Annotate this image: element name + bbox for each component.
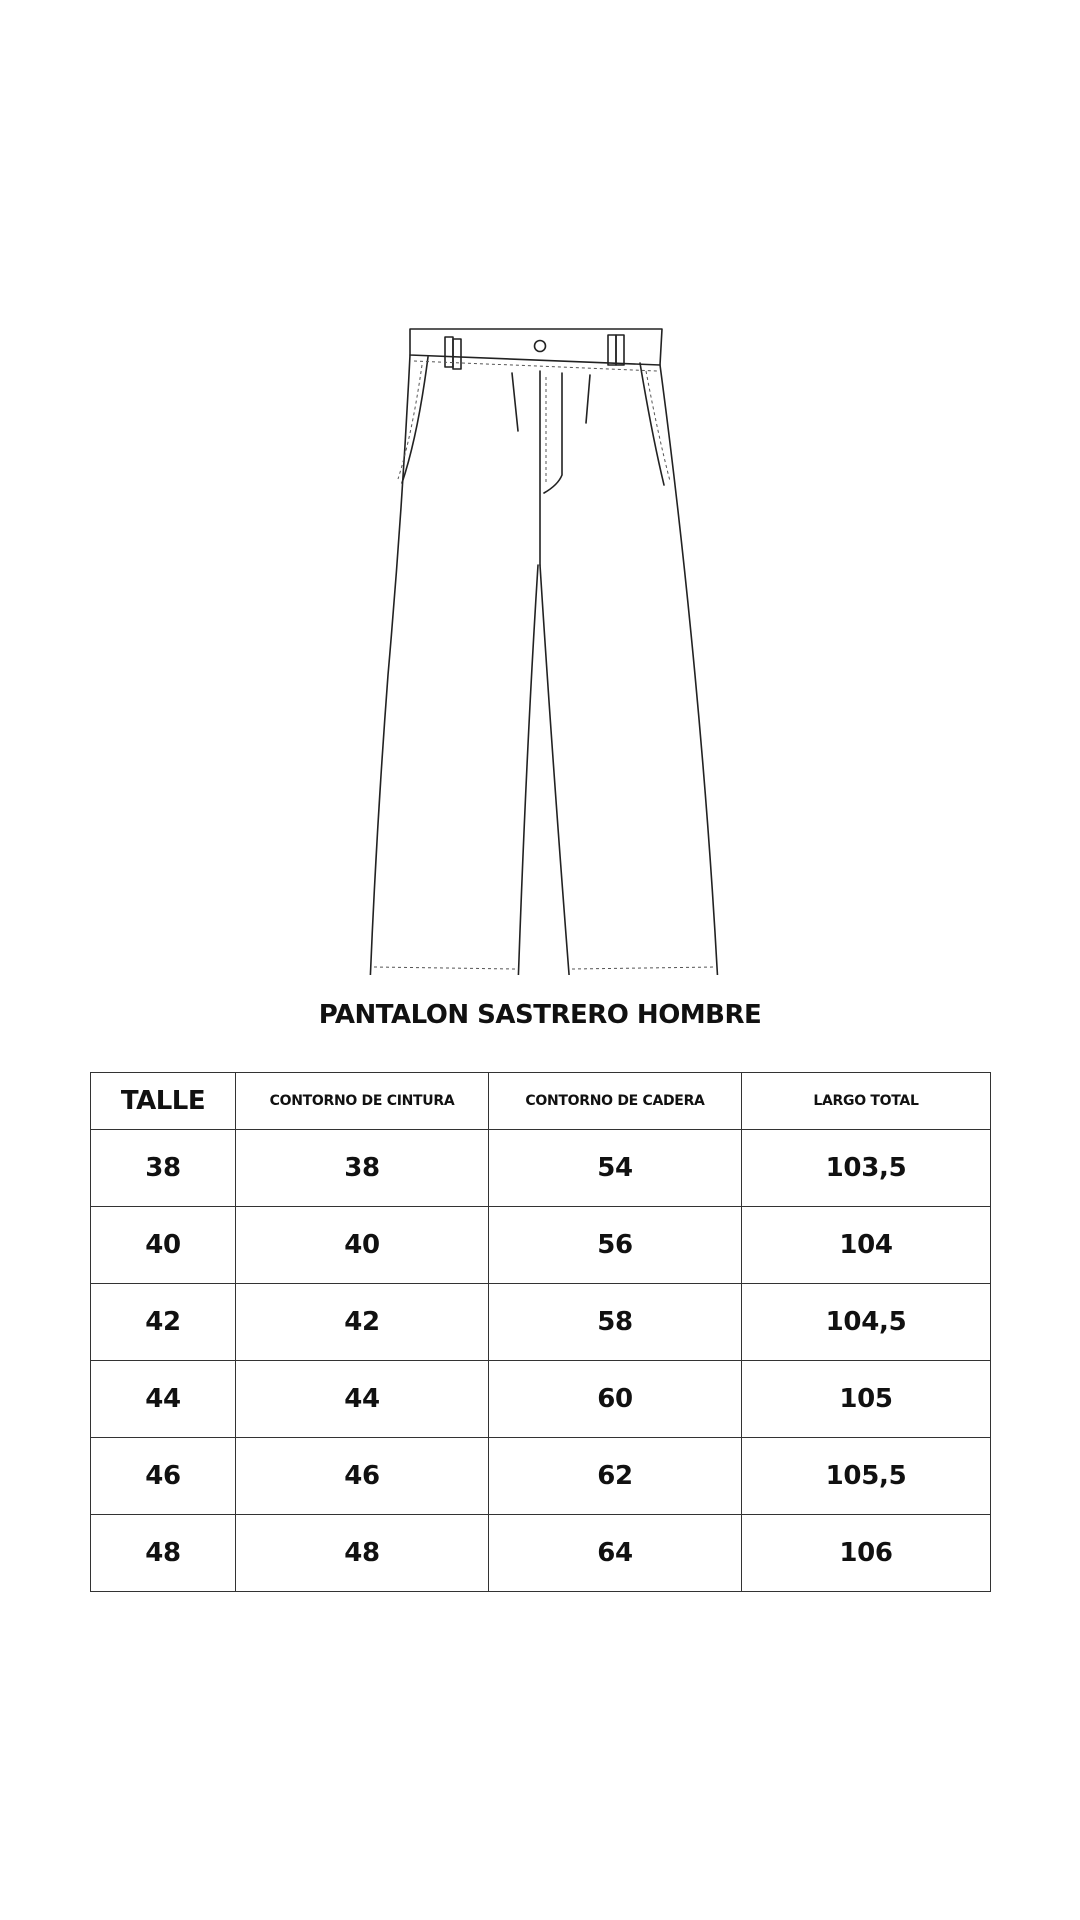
waistband-button: [535, 341, 546, 352]
outer-leg-right: [660, 365, 718, 975]
cell-cadera: 60: [489, 1361, 742, 1438]
cell-largo: 103,5: [742, 1130, 991, 1207]
header-contorno-cadera: CONTORNO DE CADERA: [489, 1073, 742, 1130]
table-row: [91, 1438, 991, 1515]
cell-largo: 106: [742, 1515, 991, 1592]
cell-talle: 42: [91, 1284, 236, 1361]
table-row: [91, 1207, 991, 1284]
tailored-trousers-icon: [340, 315, 740, 975]
cell-talle: 40: [91, 1207, 236, 1284]
cell-cadera: 58: [489, 1284, 742, 1361]
cell-cintura: 42: [236, 1284, 489, 1361]
cell-cintura: 38: [236, 1130, 489, 1207]
cell-talle: 46: [91, 1438, 236, 1515]
cell-cadera: 56: [489, 1207, 742, 1284]
cell-largo: 104,5: [742, 1284, 991, 1361]
cell-talle: 44: [91, 1361, 236, 1438]
table-row: [91, 1515, 991, 1592]
table-header-row: [91, 1073, 991, 1130]
header-contorno-cintura: CONTORNO DE CINTURA: [236, 1073, 489, 1130]
table-row: [91, 1130, 991, 1207]
inner-leg-left: [518, 565, 538, 975]
cell-largo: 105,5: [742, 1438, 991, 1515]
cell-cintura: 48: [236, 1515, 489, 1592]
table-row: [91, 1284, 991, 1361]
belt-loop-right: [608, 335, 616, 365]
header-largo-total: LARGO TOTAL: [742, 1073, 991, 1130]
inner-leg-right: [540, 565, 570, 975]
cell-cadera: 64: [489, 1515, 742, 1592]
outer-leg-left: [370, 355, 410, 975]
cell-largo: 105: [742, 1361, 991, 1438]
trousers-illustration: [340, 315, 740, 975]
cell-cintura: 46: [236, 1438, 489, 1515]
size-chart-table: [90, 1072, 991, 1592]
cell-cadera: 54: [489, 1130, 742, 1207]
cell-largo: 104: [742, 1207, 991, 1284]
header-talle: TALLE: [91, 1073, 236, 1130]
cell-talle: 38: [91, 1130, 236, 1207]
cell-cadera: 62: [489, 1438, 742, 1515]
cell-talle: 48: [91, 1515, 236, 1592]
cell-cintura: 40: [236, 1207, 489, 1284]
cell-cintura: 44: [236, 1361, 489, 1438]
product-title: PANTALON SASTRERO HOMBRE: [318, 1000, 762, 1030]
table-row: [91, 1361, 991, 1438]
